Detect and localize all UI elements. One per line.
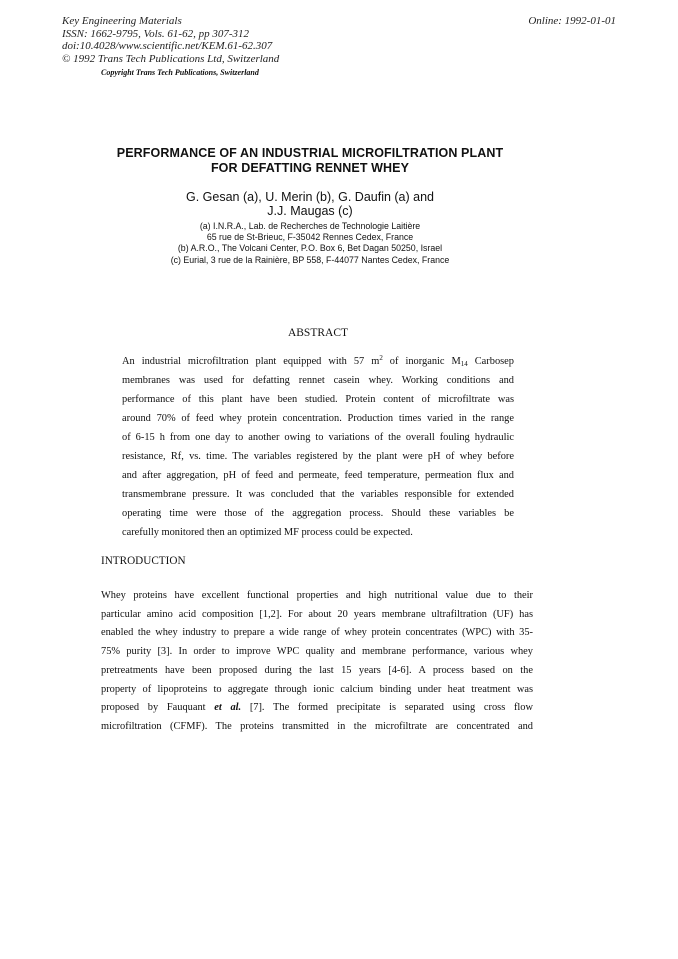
- introduction-heading: INTRODUCTION: [101, 555, 186, 567]
- intro-line: microfiltration (CFMF). The proteins transmitted in the microfiltrate are concentrated and: [101, 720, 533, 732]
- abstract-heading: ABSTRACT: [287, 327, 349, 339]
- affiliation-c: (c) Eurial, 3 rue de la Rainière, BP 558, F-44077 Nantes Cedex, France: [170, 254, 450, 265]
- title-line-2: FOR DEFATTING RENNET WHEY: [210, 161, 410, 175]
- abstract-line: of 6-15 h from one day to another owing to variations of the overall fouling hydraulic: [122, 432, 514, 443]
- author-list: [0, 190, 620, 218]
- abstract-line: resistance, Rf, vs. time. The variables registered by the plant were pH of whey before: [122, 451, 514, 462]
- intro-line: pretreatments have been proposed during the last 15 years [4-6]. A process based on the: [101, 664, 533, 676]
- intro-line: Whey proteins have excellent functional properties and high nutritional value due to their: [101, 590, 533, 601]
- intro-line: proposed by Fauquant et al. [7]. The formed precipitate is separated using cross flow: [101, 702, 533, 714]
- abstract-line: An industrial microfiltration plant equipped with 57 $m^2$ of inorganic $M_{14}$ Carbosep: [122, 354, 514, 368]
- publisher-line: © 1992 Trans Tech Publications Ltd, Switzerland: [62, 52, 280, 65]
- abstract-line: performance of this plant have been studied. Protein content of microfiltrate was: [122, 394, 514, 405]
- title-line-1: PERFORMANCE OF AN INDUSTRIAL MICROFILTRATION PLANT: [116, 146, 504, 160]
- abstract-line: transmembrane pressure. It was concluded that the variables responsible for extended: [122, 489, 514, 500]
- intro-line: enabled the whey industry to prepare a wide range of whey protein concentrates (WPC) with 35-: [101, 627, 533, 639]
- intro-line: particular amino acid composition [1,2]. For about 20 years membrane ultrafiltration (UF) has: [101, 608, 533, 620]
- issn-line: ISSN: 1662-9795, Vols. 61-62, pp 307-312: [62, 27, 249, 40]
- online-date: Online: 1992-01-01: [528, 15, 616, 27]
- abstract-line: membranes was used for defatting rennet casein whey. Working conditions and: [122, 375, 514, 386]
- introduction-body: [101, 587, 533, 737]
- abstract-body: [122, 352, 514, 542]
- copyright-stamp: Copyright Trans Tech Publications, Switzerland: [101, 68, 259, 77]
- affiliation-a-address: 65 rue de St-Brieuc, F-35042 Rennes Cedex, France: [206, 232, 414, 243]
- doi-line: doi:10.4028/www.scientific.net/KEM.61-62.307: [62, 40, 273, 53]
- abstract-line: carefully monitored then an optimized MF process could be expected.: [122, 527, 413, 538]
- affiliations: [0, 221, 620, 266]
- paper-title: [0, 146, 620, 176]
- journal-name: Key Engineering Materials: [62, 15, 182, 27]
- abstract-line: and after aggregation, pH of feed and permeate, feed temperature, permeation flux and: [122, 470, 514, 481]
- authors-line-2: J.J. Maugas (c): [267, 204, 353, 218]
- abstract-line: around 70% of feed whey protein concentration. Production times varied in the range: [122, 413, 514, 424]
- journal-header: [62, 15, 279, 65]
- intro-line: property of lipoproteins to aggregate through ionic calcium binding under heat treatment was: [101, 683, 533, 695]
- affiliation-b: (b) A.R.O., The Volcani Center, P.O. Box 6, Bet Dagan 50250, Israel: [177, 243, 443, 254]
- affiliation-a: (a) I.N.R.A., Lab. de Recherches de Technologie Laitière: [199, 221, 421, 231]
- abstract-line: operating time were those of the aggregation process. Should these variables be: [122, 508, 514, 519]
- intro-line: 75% purity [3]. In order to improve WPC quality and membrane performance, various whey: [101, 646, 533, 658]
- authors-line-1: G. Gesan (a), U. Merin (b), G. Daufin (a) and: [186, 190, 434, 204]
